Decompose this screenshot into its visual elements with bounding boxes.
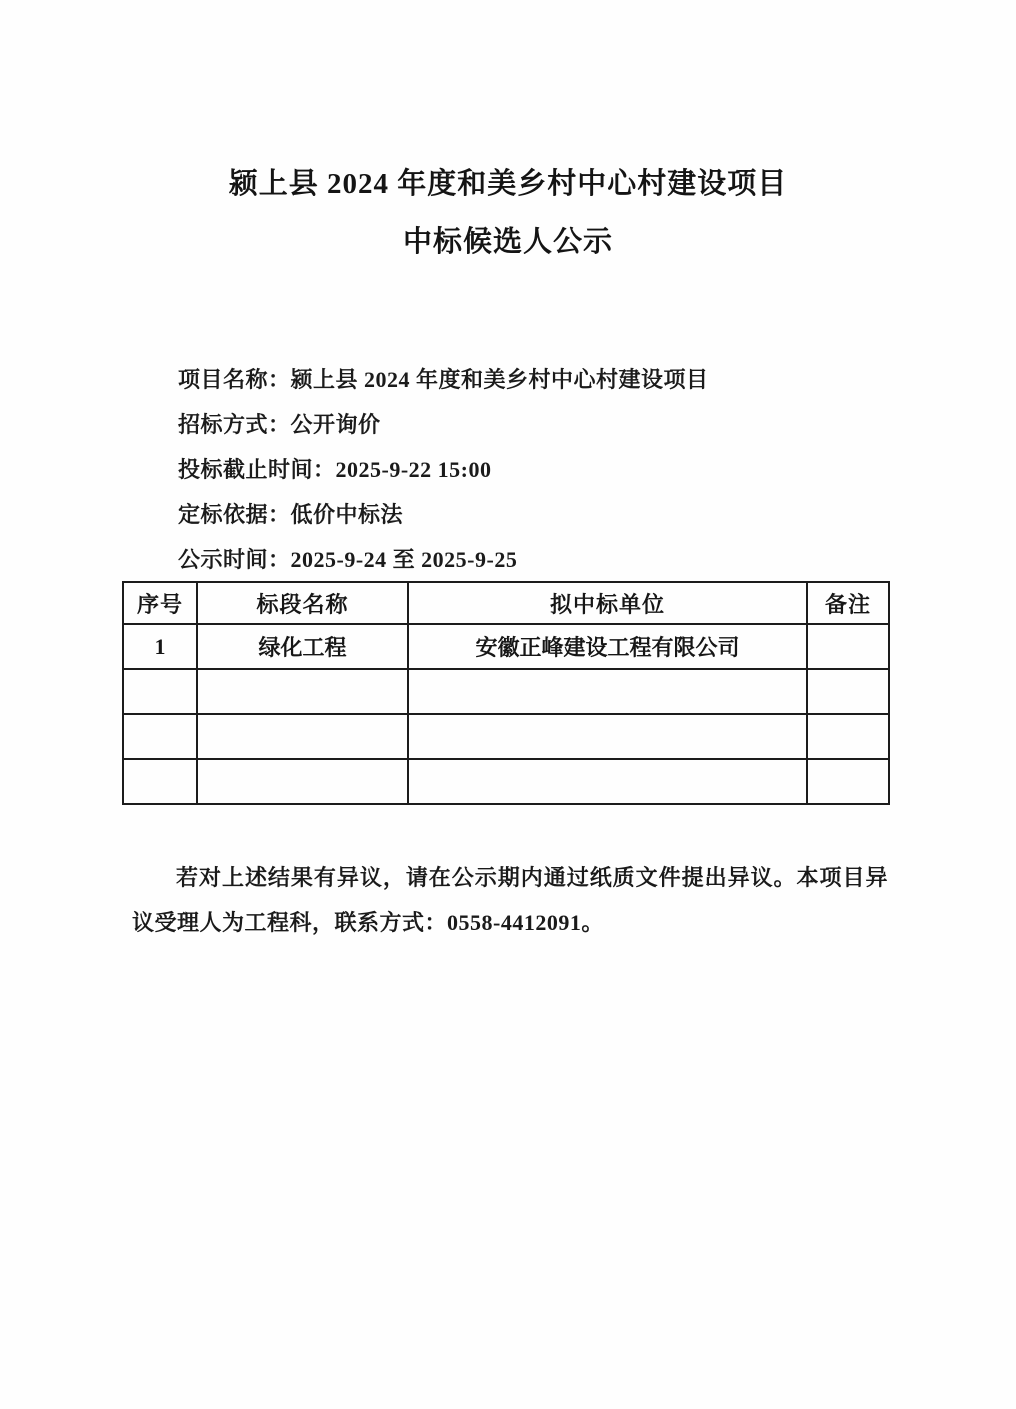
table-cell-index xyxy=(123,714,197,759)
info-value-bidding-method: 公开询价 xyxy=(290,412,381,437)
table-cell-remarks xyxy=(807,759,889,804)
table-cell-section-name: 绿化工程 xyxy=(197,624,408,669)
info-label-award-basis: 定标依据： xyxy=(178,502,291,527)
table-cell-winning-bidder xyxy=(408,669,807,714)
table-row xyxy=(123,759,889,804)
info-value-project-name: 颍上县 2024 年度和美乡村中心村建设项目 xyxy=(290,367,709,392)
info-line-award-basis xyxy=(178,492,916,537)
info-label-bidding-method: 招标方式： xyxy=(178,412,291,437)
info-label-bid-deadline: 投标截止时间： xyxy=(178,457,336,482)
info-label-publicity-period: 公示时间： xyxy=(178,547,291,572)
info-value-publicity-period: 2025-9-24 至 2025-9-25 xyxy=(290,547,518,572)
info-value-award-basis: 低价中标法 xyxy=(290,502,404,527)
document-title-line1: 颍上县 2024 年度和美乡村中心村建设项目 xyxy=(228,168,788,200)
info-line-bidding-method xyxy=(178,402,916,447)
info-label-project-name: 项目名称： xyxy=(178,367,291,392)
table-cell-winning-bidder xyxy=(408,714,807,759)
table-header-winning-bidder: 拟中标单位 xyxy=(408,582,807,624)
table-cell-winning-bidder xyxy=(408,759,807,804)
table-header-section-name: 标段名称 xyxy=(197,582,408,624)
table-header-row xyxy=(123,582,889,624)
table-cell-index xyxy=(123,759,197,804)
table-header-index: 序号 xyxy=(123,582,197,624)
table-cell-section-name xyxy=(197,759,408,804)
document-title-line2: 中标候选人公示 xyxy=(402,226,613,258)
info-line-project-name xyxy=(178,357,916,402)
table-cell-remarks xyxy=(807,624,889,669)
bid-result-table xyxy=(122,581,890,805)
table-cell-index xyxy=(123,669,197,714)
table-cell-index: 1 xyxy=(123,624,197,669)
table-cell-section-name xyxy=(197,669,408,714)
objection-notice-paragraph: 若对上述结果有异议，请在公示期内通过纸质文件提出异议。本项目异议受理人为工程科，联系方式：0558-4412091。 xyxy=(132,865,888,935)
table-cell-remarks xyxy=(807,714,889,759)
table-header-remarks: 备注 xyxy=(807,582,889,624)
info-line-bid-deadline xyxy=(178,447,916,492)
info-value-bid-deadline: 2025-9-22 15:00 xyxy=(335,457,492,482)
table-cell-winning-bidder: 安徽正峰建设工程有限公司 xyxy=(408,624,807,669)
info-line-publicity-period xyxy=(178,537,916,582)
table-cell-remarks xyxy=(807,669,889,714)
project-info-block xyxy=(178,357,916,582)
table-row xyxy=(123,714,889,759)
table-row xyxy=(123,624,889,669)
table-cell-section-name xyxy=(197,714,408,759)
table-row xyxy=(123,669,889,714)
